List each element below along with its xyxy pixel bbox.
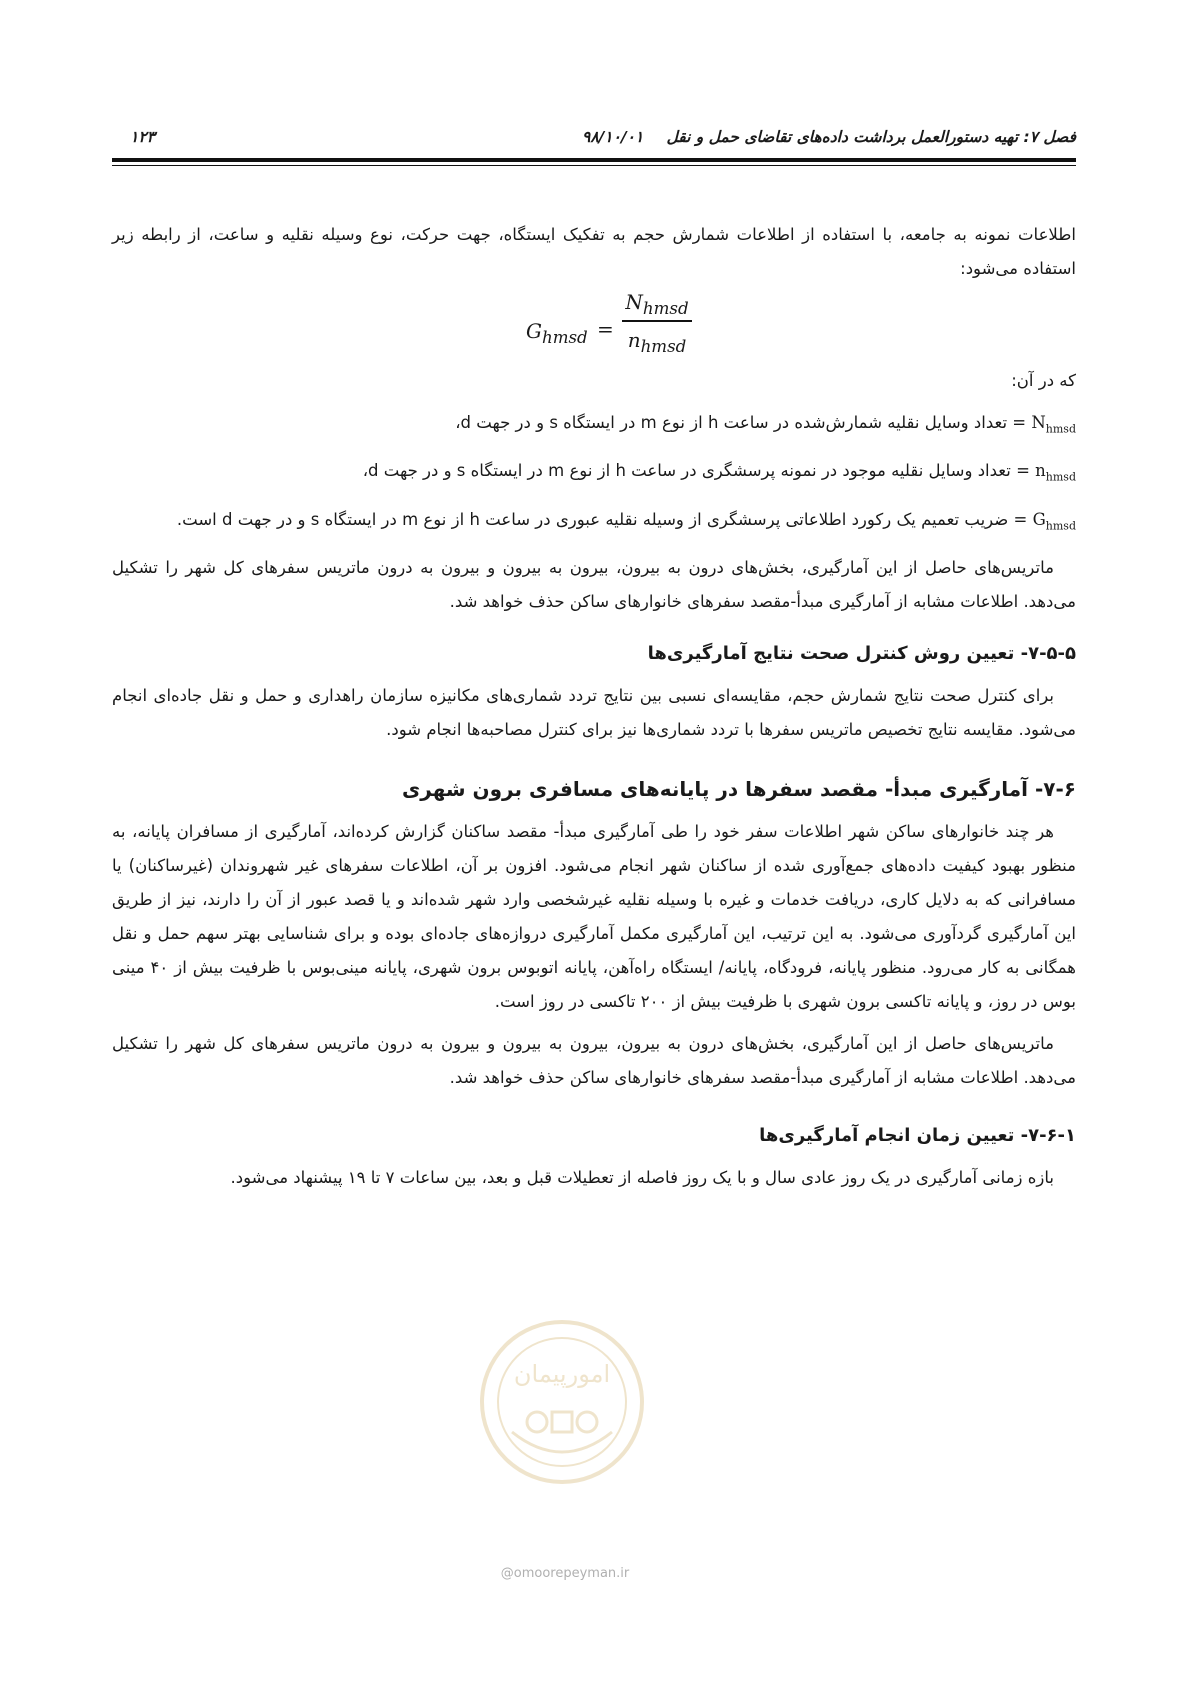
section-heading-main: ۷-۶- آمارگیری مبدأ- مقصد سفرها در پایانه‌های مسافری برون شهری — [401, 776, 1076, 801]
fraction-bar — [622, 320, 692, 322]
formula-den-subscript: hmsd — [640, 336, 687, 356]
definition-symbol — [1035, 461, 1076, 484]
formula-lhs-subscript: hmsd — [541, 328, 588, 347]
section-heading: ۷-۵-۵- تعیین روش کنترل صحت نتایج آمارگیری‌ها — [647, 642, 1076, 664]
formula-lhs-symbol: G — [526, 319, 542, 343]
page-number: ۱۲۳ — [130, 128, 155, 146]
definition-symbol-base: G — [1032, 509, 1046, 529]
header-date: ۹۸/۱۰/۰۱ — [582, 128, 644, 146]
definition-text: = تعداد وسایل نقلیه موجود در نمونه پرسشگری در ساعت h از نوع m در ایستگاه s و در جهت d، — [362, 461, 1036, 481]
definition-symbol — [1032, 509, 1076, 532]
formula — [112, 286, 1076, 364]
section-paragraph: هر چند خانوارهای ساکن شهر اطلاعات سفر خود را طی آمارگیری مبدأ- مقصد ساکنان گزارش کرده‌اند، آمارگیری از مسافران پایانه، به منظور بهبود کیفیت داده‌های جمع‌آوری شده از ساکنان شهر انجام می‌شود. افزون بر آن، اطلاعات سفرهای غیر شهروندان (غیرساکنان) یا مسافرانی که به دلایل کاری، دریافت خدمات و غیره با وسیله نقلیه غیرشخصی وارد شهر شده‌اند و یا قصد عبور از آن را دارند، نیز از طریق این آمارگیری گردآوری می‌شود. به این ترتیب، این آمارگیری مکمل آمارگیری دروازه‌های جاده‌ای بوده و برای شناسایی بهتر سهم حمل و نقل همگانی به کار می‌رود. منظور پایانه، فرودگاه، پایانه/ ایستگاه راه‌آهن، پایانه اتوبوس برون شهری، پایانه مینی‌بوس با ظرفیت بیش از ۴۰ مینی بوس در روز، و پایانه تاکسی برون شهری با ظرفیت بیش از ۲۰۰ تاکسی در روز است. — [112, 821, 1077, 1011]
formula-den-symbol: n — [627, 327, 641, 352]
formula-num-subscript: hmsd — [642, 299, 689, 318]
header-rule-thick — [112, 158, 1076, 162]
matrices-paragraph: ماتریس‌های حاصل از این آمارگیری، بخش‌های درون به بیرون، بیرون به بیرون و بیرون به درون ماتریس سفرهای کل شهر را تشکیل می‌دهد. اطلاعات مشابه از آمارگیری مبدأ-مقصد سفرهای خانوارهای ساکن حذف خواهد شد. — [112, 557, 1076, 611]
page-content — [112, 218, 1076, 1195]
section-paragraph: برای کنترل صحت نتایج شمارش حجم، مقایسه‌ای نسبی بین نتایج تردد شماری‌های مکانیزه سازمان راهداری و حمل و نقل جاده‌ای انجام می‌شود. مقایسه نتایج تخصیص ماتریس سفرها با تردد شماری‌ها نیز برای کنترل مصاحبه‌ها انجام شود. — [112, 685, 1076, 739]
page-header — [112, 128, 1076, 150]
header-rule-thin — [112, 165, 1076, 166]
definition-symbol-sub: hmsd — [1045, 470, 1076, 484]
definition-symbol-sub: hmsd — [1045, 518, 1076, 532]
section-heading: ۷-۶-۱- تعیین زمان انجام آمارگیری‌ها — [759, 1124, 1076, 1146]
chapter-title: فصل ۷: تهیه دستورالعمل برداشت داده‌های تقاضای حمل و نقل — [666, 128, 1076, 146]
watermark-logo-text: امورپیمان — [513, 1360, 611, 1388]
definition-item — [112, 406, 1076, 446]
definition-symbol — [1031, 413, 1076, 436]
intro-paragraph: اطلاعات نمونه به جامعه، با استفاده از اطلاعات شمارش حجم به تفکیک ایستگاه، جهت حرکت، نوع وسیله نقلیه و ساعت، از رابطه زیر استفاده می‌شود: — [112, 225, 1076, 278]
definition-text: = ضریب تعمیم یک رکورد اطلاعاتی پرسشگری از وسیله نقلیه عبوری در ساعت h از نوع m در ایستگاه s و در جهت d است. — [176, 509, 1033, 529]
definition-symbol-sub: hmsd — [1045, 422, 1076, 436]
definition-item — [112, 503, 1076, 543]
formula-denominator — [622, 324, 692, 356]
formula-fraction — [622, 286, 692, 356]
formula-lhs — [526, 314, 588, 355]
section-paragraph: ماتریس‌های حاصل از این آمارگیری، بخش‌های درون به بیرون، بیرون به بیرون و بیرون به درون ماتریس سفرهای کل شهر را تشکیل می‌دهد. اطلاعات مشابه از آمارگیری مبدأ-مقصد سفرهای خانوارهای ساکن حذف خواهد شد. — [112, 1033, 1076, 1087]
formula-num-symbol: N — [625, 290, 643, 314]
definition-symbol-base: N — [1031, 413, 1046, 432]
watermark-logo — [472, 1312, 652, 1492]
section-paragraph: بازه زمانی آمارگیری در یک روز عادی سال و با یک روز فاصله از تعطیلات قبل و بعد، بین ساعات ۷ تا ۱۹ پیشنهاد می‌شود. — [230, 1167, 1054, 1187]
formula-equals: = — [597, 317, 614, 341]
formula-numerator — [622, 286, 692, 318]
definition-text: = تعداد وسایل نقلیه شمارش‌شده در ساعت h از نوع m در ایستگاه s و در جهت d، — [455, 413, 1032, 432]
definition-item — [112, 454, 1076, 494]
watermark-url: @omoorepeyman.ir — [500, 1566, 630, 1581]
where-label: که در آن: — [1011, 371, 1076, 390]
definition-symbol-base: n — [1035, 461, 1046, 481]
